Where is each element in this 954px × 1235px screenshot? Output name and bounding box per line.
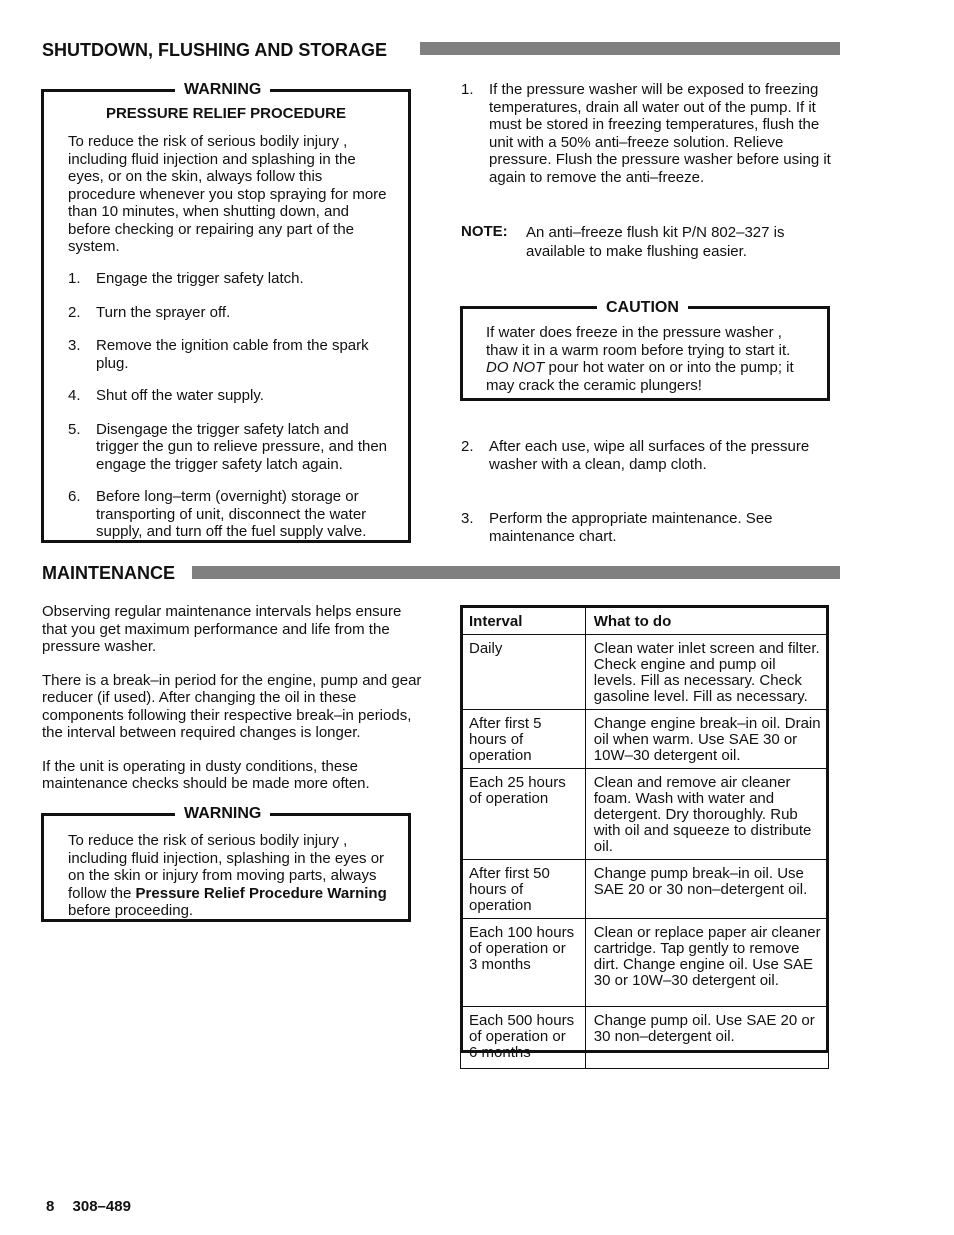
warning-intro: To reduce the risk of serious bodily injury , including fluid injection and splashing in the eyes, or on the skin, always follow this procedure whenever you stop spraying for more than 10 minutes, when shutting down, and before checking or repairing any part of the system.: [68, 133, 387, 255]
action-cell: Change pump break–in oil. Use SAE 20 or 30 non–detergent oil.: [585, 860, 828, 919]
list-item: 6. Before long–term (overnight) storage or transporting of unit, disconnect the water supply, and turn off the fuel supply valve.: [68, 488, 367, 540]
table-row: [461, 710, 829, 769]
note-label: NOTE:: [461, 223, 508, 240]
interval-cell: Daily: [461, 635, 586, 710]
warning-label: WARNING: [175, 805, 270, 823]
pressure-relief-reference: Pressure Relief Procedure Warning: [135, 884, 387, 902]
section-title-maintenance: MAINTENANCE: [42, 563, 175, 583]
list-item: 3. Remove the ignition cable from the spark plug.: [68, 337, 369, 372]
do-not-emphasis: DO NOT: [486, 359, 545, 376]
caution-text: If water does freeze in the pressure washer , thaw it in a warm room before trying to start it. DO NOT pour hot water on or into the pump; it may crack the ceramic plungers!: [486, 324, 794, 394]
shutdown-step-3: [461, 510, 843, 545]
section-rule: [420, 42, 840, 55]
interval-cell: After first 50 hours of operation: [461, 860, 586, 919]
table-row: [461, 635, 829, 710]
maintenance-table-wrap: [460, 605, 829, 1069]
warning-label: WARNING: [175, 81, 270, 99]
interval-cell: Each 500 hours of operation or 6 months: [461, 1007, 586, 1069]
column-header-action: What to do: [585, 606, 828, 635]
action-cell: Clean water inlet screen and filter. Check engine and pump oil levels. Fill as necessary. Check gasoline level. Fill as necessary.: [585, 635, 828, 710]
page-number: 8: [46, 1198, 55, 1215]
list-item: 2. Turn the sprayer off.: [68, 303, 231, 321]
list-item: 4. Shut off the water supply.: [68, 387, 264, 404]
list-item: 5. Disengage the trigger safety latch and trigger the gun to relieve pressure, and then engage the trigger safety latch again.: [68, 420, 388, 473]
column-header-interval: Interval: [461, 606, 586, 635]
table-row: [461, 919, 829, 1007]
action-cell: Change pump oil. Use SAE 20 or 30 non–detergent oil.: [585, 1007, 828, 1069]
warning-subhead: PRESSURE RELIEF PROCEDURE: [105, 105, 347, 122]
shutdown-step-1: [461, 81, 843, 186]
note: [461, 223, 841, 261]
action-cell: Clean and remove air cleaner foam. Wash with water and detergent. Dry thoroughly. Rub with oil and squeeze to distribute oil.: [585, 769, 828, 860]
maintenance-warning-text: To reduce the risk of serious bodily injury , including fluid injection, splashing in the eyes or on the skin or injury from moving parts, always follow the Pressure Relief Procedure Warning before proceeding.: [68, 832, 387, 919]
document-number: 308–489: [72, 1198, 131, 1215]
note-text: An anti–freeze flush kit P/N 802–327 is available to make flushing easier.: [526, 224, 785, 260]
action-cell: Change engine break–in oil. Drain oil when warm. Use SAE 30 or 10W–30 detergent oil.: [585, 710, 828, 769]
list-item: 2. After each use, wipe all surfaces of the pressure washer with a clean, damp cloth.: [461, 438, 810, 473]
pressure-relief-warning-box: [41, 89, 411, 543]
shutdown-step-2: [461, 438, 831, 473]
table-header-row: [461, 606, 829, 635]
table-row: [461, 1007, 829, 1069]
paragraph: Observing regular maintenance intervals helps ensure that you get maximum performance and life from the pressure washer.: [42, 603, 402, 655]
maintenance-intro: [42, 603, 427, 793]
table-row: [461, 860, 829, 919]
paragraph: If the unit is operating in dusty conditions, these maintenance checks should be made more often.: [42, 757, 370, 792]
page-footer: [46, 1198, 131, 1216]
section-title-shutdown: SHUTDOWN, FLUSHING AND STORAGE: [42, 40, 387, 60]
interval-cell: Each 100 hours of operation or 3 months: [461, 919, 586, 1007]
table-row: [461, 769, 829, 860]
caution-label: CAUTION: [597, 299, 688, 317]
interval-cell: After first 5 hours of operation: [461, 710, 586, 769]
caution-box: [460, 306, 830, 401]
warning-steps: [68, 270, 392, 541]
list-item: 1. If the pressure washer will be exposed to freezing temperatures, drain all water out of the pump. If it must be stored in freezing temperatures, flush the unit with a 50% anti–freeze solution. Relieve pressure. Flush the pressure washer before using it again to remove the anti–freeze.: [461, 81, 831, 186]
list-item: 3. Perform the appropriate maintenance. See maintenance chart.: [461, 510, 773, 545]
maintenance-warning-box: [41, 813, 411, 922]
list-item: 1. Engage the trigger safety latch.: [68, 270, 304, 287]
interval-cell: Each 25 hours of operation: [461, 769, 586, 860]
action-cell: Clean or replace paper air cleaner cartridge. Tap gently to remove dirt. Change engine oil. Use SAE 30 or 10W–30 detergent oil.: [585, 919, 828, 1007]
paragraph: There is a break–in period for the engine, pump and gear reducer (if used). After changing the oil in these components following their respective break–in periods, the interval between required changes is longer.: [42, 671, 422, 741]
section-rule: [192, 566, 840, 579]
maintenance-table: [460, 605, 829, 1069]
